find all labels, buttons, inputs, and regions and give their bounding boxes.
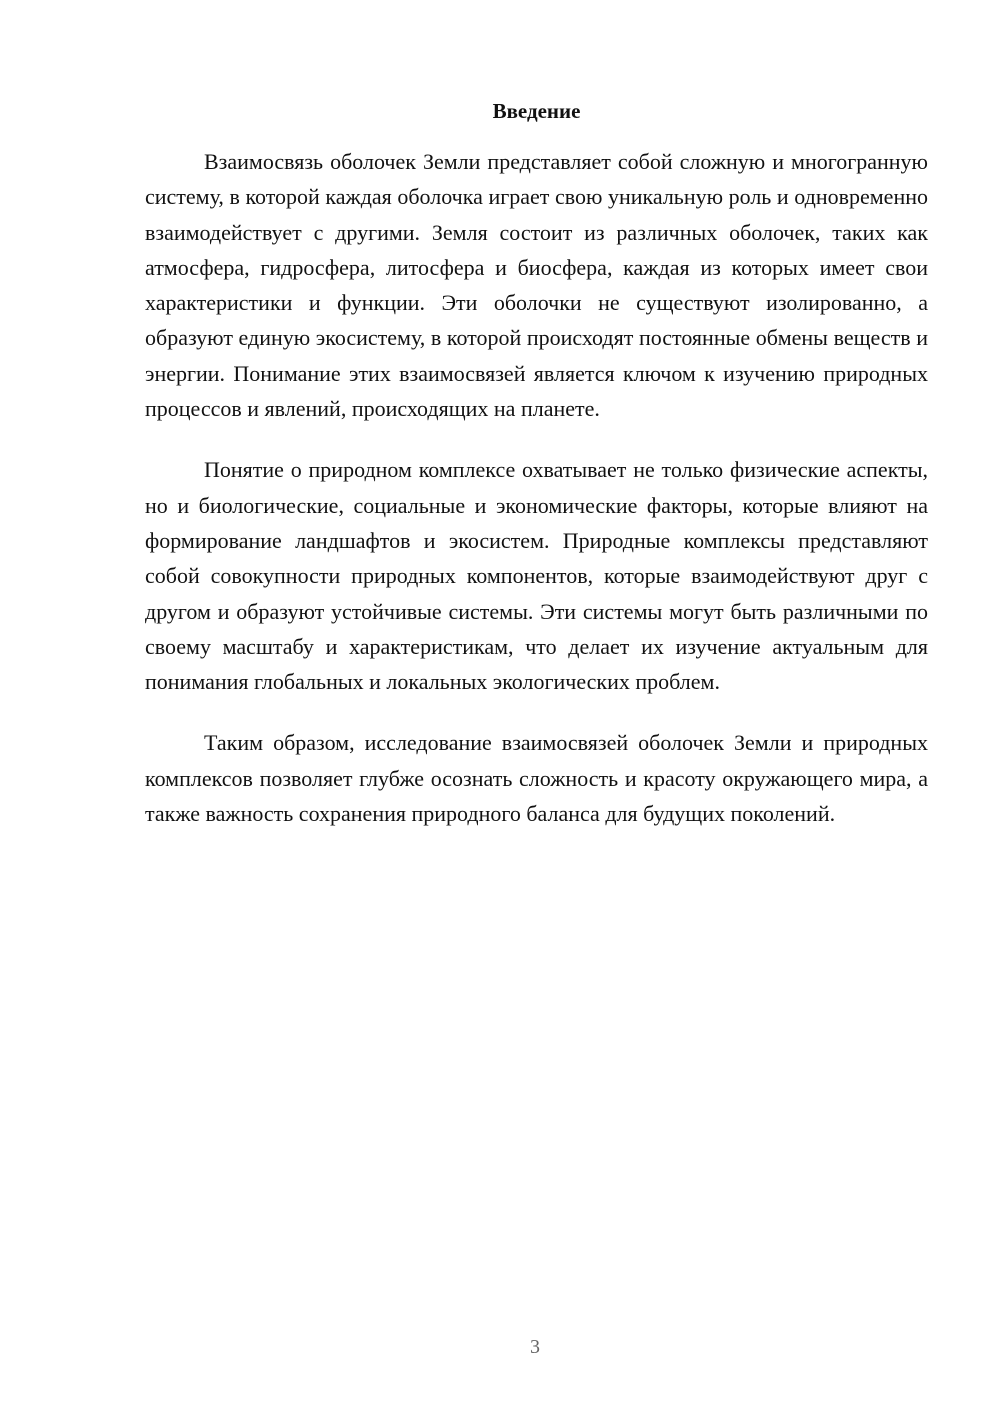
section-title: Введение	[492, 99, 581, 123]
paragraph-1: Взаимосвязь оболочек Земли представляет собой сложную и многогранную систему, в которой каждая оболочка играет свою уникальную роль и одновременно взаимодействует с другими. Земля состоит из различных оболочек, таких как атмосфера, гидросфера, литосфера и биосфера, каждая из которых имеет свои характеристики и функции. Эти оболочки не существуют изолированно, а образуют единую экосистему, в которой происходят постоянные обмены веществ и энергии. Понимание этих взаимосвязей является ключом к изучению природных процессов и явлений, происходящих на планете.	[145, 149, 928, 422]
paragraph-3: Таким образом, исследование взаимосвязей оболочек Земли и природных комплексов позволяет глубже осознать сложность и красоту окружающего мира, а также важность сохранения природного баланса для будущих поколений.	[145, 730, 928, 827]
body-text	[145, 144, 928, 857]
paragraph-2: Понятие о природном комплексе охватывает не только физические аспекты, но и биологические, социальные и экономические факторы, которые влияют на формирование ландшафтов и экосистем. Природные комплексы представляют собой совокупности природных компонентов, которые взаимодействуют друг с другом и образуют устойчивые системы. Эти системы могут быть различными по своему масштабу и характеристикам, что делает их изучение актуальным для понимания глобальных и локальных экологических проблем.	[145, 457, 928, 695]
page-number: 3	[530, 1336, 540, 1358]
